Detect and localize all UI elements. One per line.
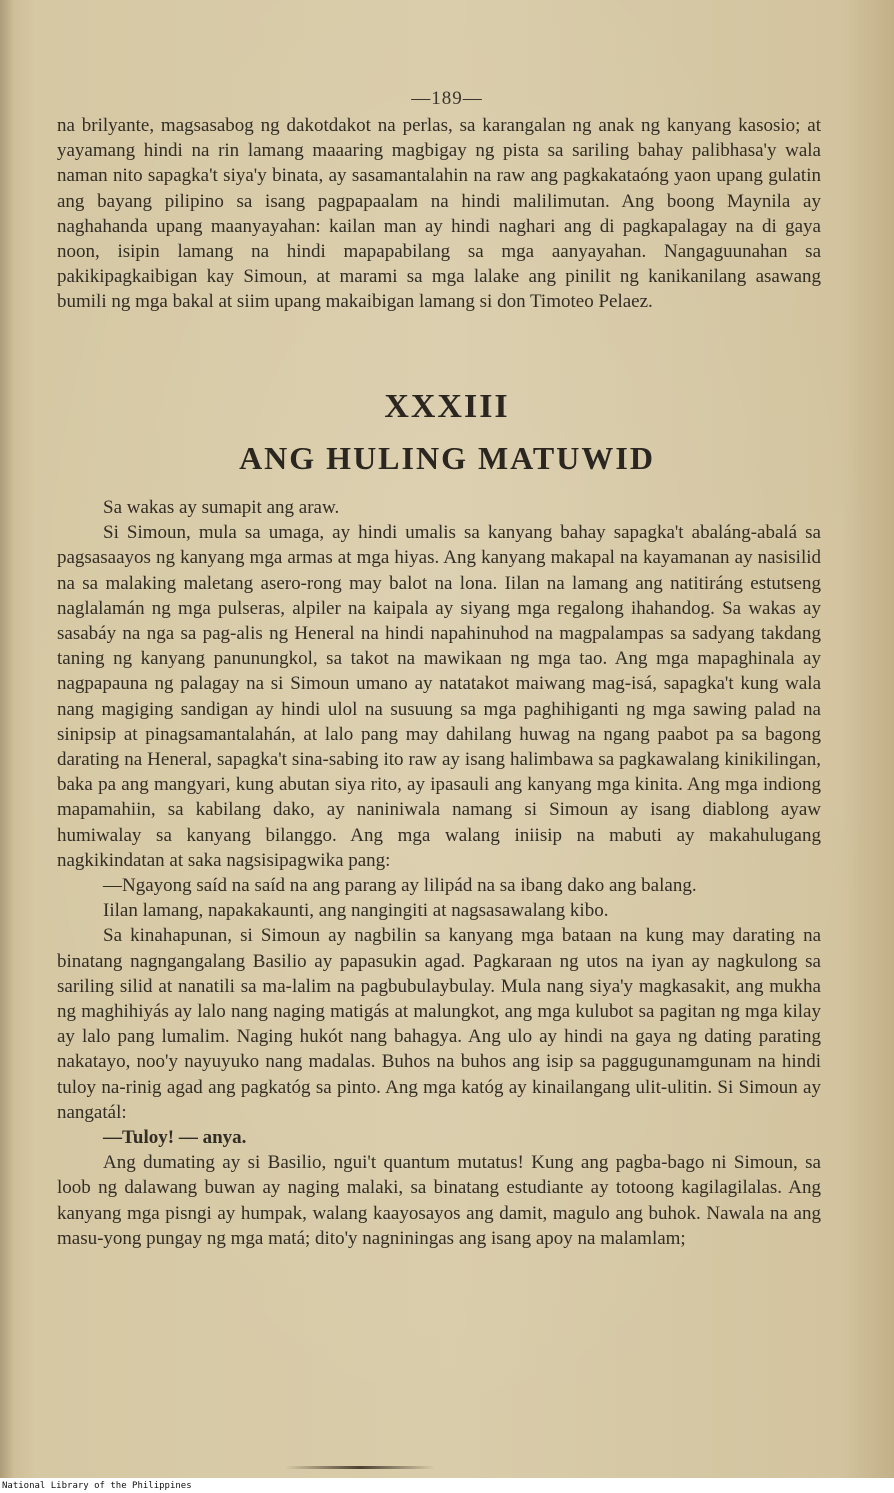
chapter-title: ANG HULING MATUWID — [239, 440, 655, 476]
paragraph: Iilan lamang, napakakaunti, ang nangingiti at nagsasawalang kibo. — [103, 900, 609, 922]
paragraph: —Ngayong saíd na saíd na ang parang ay lilipád na sa ibang dako ang balang. — [103, 875, 697, 897]
page-number: —189— — [411, 88, 483, 109]
paragraph: Ang dumating ay si Basilio, ngui't quantum mutatus! Kung ang pagba-bago ni Simoun, sa loob ng dalawang buwan ay naging malaki, sa binatang estudiante ay totoong kagilagilalas. Ang kanyang mga pisngi ay humpak, walang kaayosayos ang damit, magulo ang buhok. Nawala na ang masu-yong pungay ng mga matá; dito'y nagniningas ang isang apoy na malamlam; — [57, 1152, 821, 1249]
chapter-number: XXXIII — [384, 388, 510, 425]
paragraph: Sa wakas ay sumapit ang araw. — [103, 497, 340, 518]
paragraph: Si Simoun, mula sa umaga, ay hindi umalis sa kanyang bahay sapagka't abaláng-abalá sa pagsasaayos ng kanyang mga armas at mga hiyas. Ang kanyang makapal na kayamanan ay nasisilid na sa malaking maletang asero-rong may balot na lona. Iilan na lamang ang natitiráng estutseng naglalamán ng mga pulseras, alpiler na kaipala ay siyang mga regalong ihahandog. Sa wakas ay sasabáy na nga sa pag-alis ng Heneral na hindi napahinuhod na magpalampas sa sadyang takdang taning ng kanyang panunungkol, sa takot na mawikaan ng mga tao. Ang mga mapaghinala ay nagpapauna ng palagay na si Simoun umano ay natatakot maiwang mag-isá, sapagka't kung wala nang magiging sandigan ay hindi ulol na susuung sa mga paghihiganti ng mga sawing palad na sinipsip at pinagsamantalahán, at lalo pang may dahilang huwag na ngang paabot pa sa bagong darating na Heneral, sapagka't sina-sabing ito raw ay isang halimbawa sa pagkawalang kinikilingan, baka pa ang mangyari, kung abutan siya rito, ay ipasauli ang kanyang mga kinita. Ang mga indiong mapamahiin, sa kabilang dako, ay naniniwala namang si Simoun ay isang diablong ayaw humiwalay sa kanyang bilanggo. Ang mga walang iniisip na mabuti ay makahulugang nagkikindatan at saka nagsisipagwika pang: — [57, 522, 821, 871]
library-credit: National Library of the Philippines — [2, 1481, 192, 1491]
printer-mark — [285, 1466, 435, 1469]
continued-paragraph — [57, 113, 821, 315]
chapter-body — [57, 495, 821, 1251]
page-edge-shadow — [0, 0, 14, 1478]
paragraph: na brilyante, magsasabog ng dakotdakot na perlas, sa karangalan ng anak ng kanyang kasosio; at yayamang hindi na rin lamang maaaring magbigay ng pista sa sariling bahay palibhasa'y wala naman nito sapagka't siya'y binata, ay sasamantalahin na raw ang pagkakataóng yaon upang gulatin ang bayang pilipino sa isang pagpapaalam na hindi malilimutan. Ang boong Maynila ay naghahanda upang maanyayahan: kailan man ay hindi naghari ang di pagkapalagay na di gaya noon, isipin lamang na hindi mapapabilang sa mga aanyayahan. Nangaguunahan sa pakikipagkaibigan kay Simoun, at marami sa mga lalake ang pinilit ng kanikanilang asawang bumili ng mga bakal at siim upang makaibigan lamang si don Timoteo Pelaez. — [57, 115, 821, 313]
paragraph: —Tuloy! — anya. — [103, 1127, 247, 1149]
paragraph: Sa kinahapunan, si Simoun ay nagbilin sa kanyang mga bataan na kung may darating na binatang nagngangalang Basilio ay papasukin agad. Pagkaraan ng utos na iyan ay nagkulong sa sariling silid at nanatili sa ma-lalim na pagbubulaybulay. Mula nang siya'y magkasakit, ang mukha ng maghihiyás ay lalo nang naging matigás at malungkot, ang mga kulubot sa pagitan ng mga kilay ay lalo pang lumalim. Naging hukót nang bahagya. Ang ulo ay hindi na gaya ng dating parating nakatayo, noo'y nayuyuko nang madalas. Buhos na buhos ang isip sa paggugunamgunam na hindi tuloy na-rinig agad ang pagkatóg sa pinto. Ang mga katóg ay kinailangang ulit-ulitin. Si Simoun ay nangatál: — [57, 925, 821, 1123]
